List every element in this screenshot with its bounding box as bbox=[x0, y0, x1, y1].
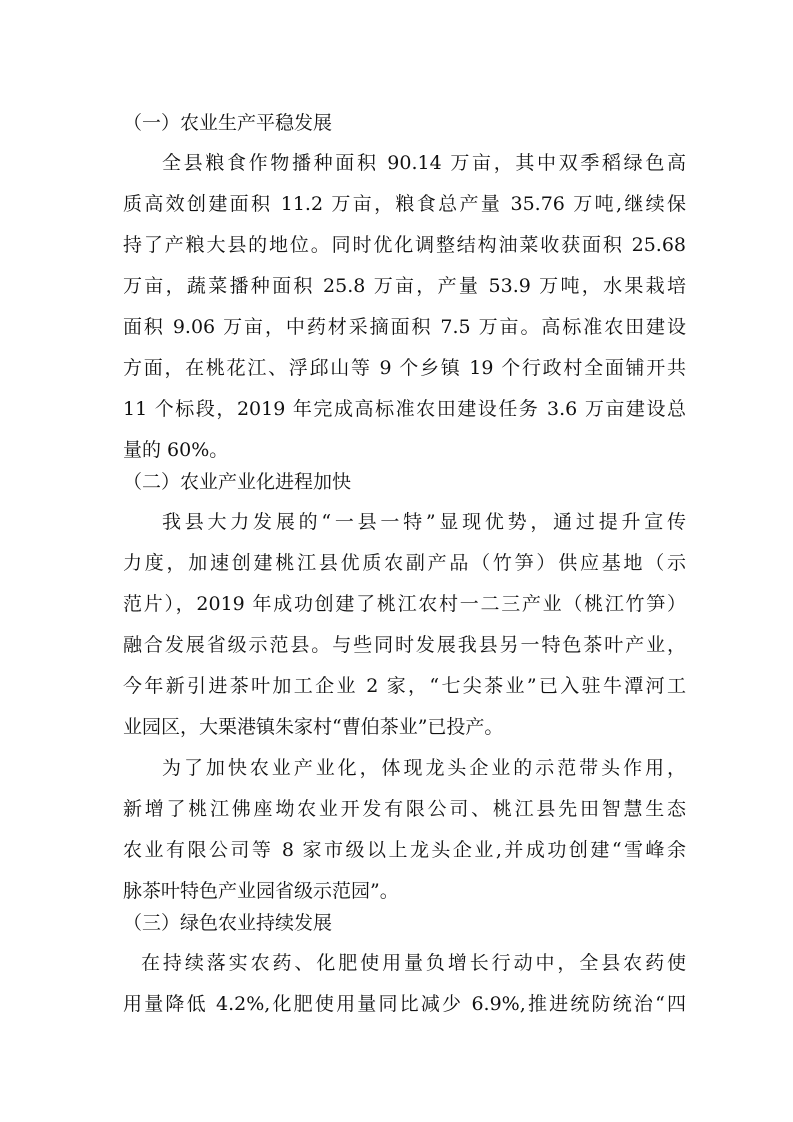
paragraph-line: 融合发展省级示范县。与些同时发展我县另一特色茶叶产业， bbox=[123, 634, 686, 656]
paragraph-line: 方面，在桃花江、浮邱山等 9 个乡镇 19 个行政村全面铺开共 bbox=[123, 357, 686, 379]
paragraph-line: 农业有限公司等 8 家市级以上龙头企业,并成功创建“雪峰余 bbox=[123, 839, 686, 861]
paragraph-line: 为了加快农业产业化，体现龙头企业的示范带头作用， bbox=[162, 757, 686, 779]
paragraph-line: 全县粮食作物播种面积 90.14 万亩，其中双季稻绿色高 bbox=[162, 152, 686, 174]
section-heading-1: （一）农业生产平稳发展 bbox=[123, 112, 333, 134]
paragraph-line: 万亩，蔬菜播种面积 25.8 万亩，产量 53.9 万吨，水果栽培 bbox=[123, 275, 686, 297]
paragraph-line: 质高效创建面积 11.2 万亩，粮食总产量 35.76 万吨,继续保 bbox=[123, 193, 686, 215]
paragraph-line: 业园区，大栗港镇朱家村“曹伯茶业”已投产。 bbox=[123, 716, 504, 738]
paragraph-line: 11 个标段，2019 年完成高标准农田建设任务 3.6 万亩建设总 bbox=[123, 398, 686, 420]
paragraph-line: 我县大力发展的“一县一特”显现优势，通过提升宣传 bbox=[162, 511, 686, 533]
paragraph-line: 力度，加速创建桃江县优质农副产品（竹笋）供应基地（示 bbox=[123, 552, 686, 574]
paragraph-line: 用量降低 4.2%,化肥使用量同比减少 6.9%,推进统防统治“四 bbox=[123, 993, 686, 1015]
paragraph-line: 量的 60%。 bbox=[123, 439, 229, 461]
paragraph-line: 范片），2019 年成功创建了桃江农村一二三产业（桃江竹笋） bbox=[123, 593, 686, 615]
paragraph-line: 在持续落实农药、化肥使用量负增长行动中，全县农药使 bbox=[141, 952, 686, 974]
section-heading-2: （二）农业产业化进程加快 bbox=[123, 471, 352, 493]
paragraph-line: 持了产粮大县的地位。同时优化调整结构油菜收获面积 25.68 bbox=[123, 234, 686, 256]
paragraph-line: 新增了桃江佛座坳农业开发有限公司、桃江县先田智慧生态 bbox=[123, 798, 686, 820]
paragraph-line: 面积 9.06 万亩，中药材采摘面积 7.5 万亩。高标准农田建设 bbox=[123, 316, 686, 338]
section-heading-3: （三）绿色农业持续发展 bbox=[123, 912, 333, 934]
paragraph-line: 脉茶叶特色产业园省级示范园”。 bbox=[123, 880, 399, 902]
paragraph-line: 今年新引进茶叶加工企业 2 家，“七尖茶业”已入驻牛潭河工 bbox=[123, 675, 686, 697]
